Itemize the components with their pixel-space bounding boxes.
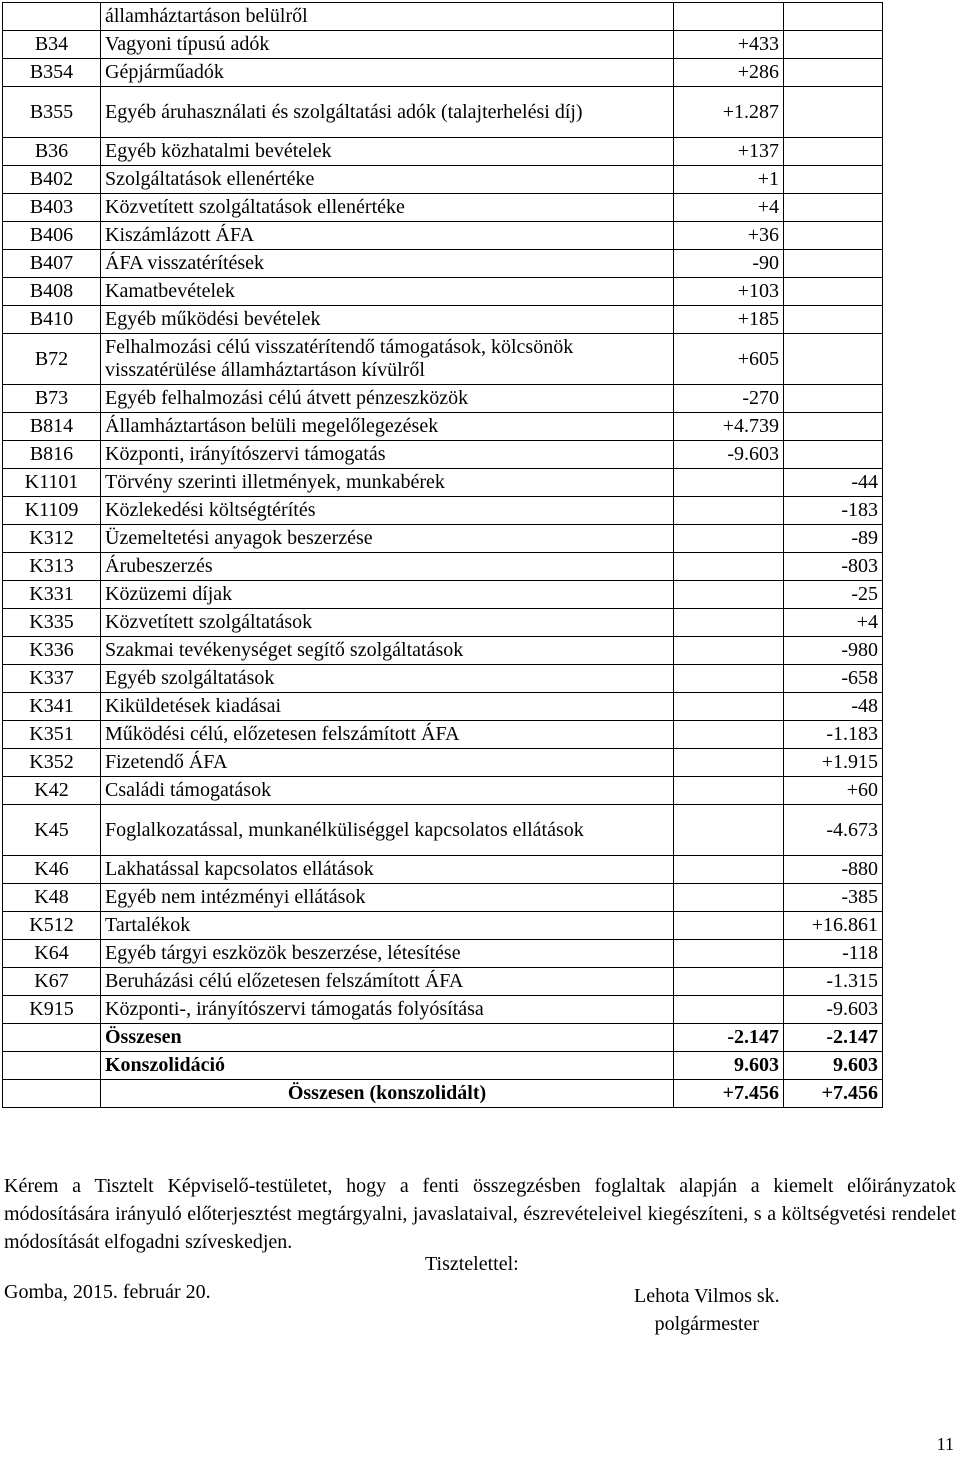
table-row — [3, 306, 883, 334]
row-label: Fizetendő ÁFA — [101, 749, 674, 777]
row-code: K1101 — [3, 469, 101, 497]
row-value-2 — [784, 3, 883, 31]
row-label: Kamatbevételek — [101, 278, 674, 306]
row-value-2: +60 — [784, 777, 883, 805]
row-code: B408 — [3, 278, 101, 306]
budget-table — [2, 2, 883, 1108]
row-code: K351 — [3, 721, 101, 749]
row-value-1 — [674, 469, 784, 497]
table-row — [3, 581, 883, 609]
row-label: Kiküldetések kiadásai — [101, 693, 674, 721]
row-value-1 — [674, 553, 784, 581]
total-label: Konszolidáció — [101, 1052, 674, 1080]
row-value-1 — [674, 968, 784, 996]
row-value-2: -118 — [784, 940, 883, 968]
table-row — [3, 250, 883, 278]
row-value-1 — [674, 609, 784, 637]
row-value-1 — [674, 693, 784, 721]
table-row — [3, 525, 883, 553]
table-row — [3, 912, 883, 940]
row-value-2 — [784, 334, 883, 385]
row-label: Egyéb közhatalmi bevételek — [101, 138, 674, 166]
row-value-2: +1.915 — [784, 749, 883, 777]
row-value-1 — [674, 805, 784, 856]
row-code: B355 — [3, 87, 101, 138]
row-value-2 — [784, 250, 883, 278]
row-value-2: -1.315 — [784, 968, 883, 996]
budget-table-body — [3, 3, 883, 1108]
row-value-1 — [674, 525, 784, 553]
table-row — [3, 856, 883, 884]
row-code: K312 — [3, 525, 101, 553]
table-row — [3, 166, 883, 194]
total-value-1: 9.603 — [674, 1052, 784, 1080]
table-row — [3, 3, 883, 31]
row-label: Szolgáltatások ellenértéke — [101, 166, 674, 194]
table-row — [3, 334, 883, 385]
table-row — [3, 805, 883, 856]
table-row — [3, 968, 883, 996]
row-label: ÁFA visszatérítések — [101, 250, 674, 278]
row-label: Árubeszerzés — [101, 553, 674, 581]
row-value-1: +137 — [674, 138, 784, 166]
row-label: Központi, irányítószervi támogatás — [101, 441, 674, 469]
table-row — [3, 721, 883, 749]
row-label: Egyéb áruhasználati és szolgáltatási adók (talajterhelési díj) — [101, 87, 674, 138]
row-code: B407 — [3, 250, 101, 278]
signer-name: Lehota Vilmos sk. — [634, 1285, 780, 1307]
row-code: K915 — [3, 996, 101, 1024]
table-row — [3, 59, 883, 87]
row-value-1: +185 — [674, 306, 784, 334]
row-code: K313 — [3, 553, 101, 581]
row-value-2 — [784, 413, 883, 441]
row-code: K45 — [3, 805, 101, 856]
row-label: Közvetített szolgáltatások — [101, 609, 674, 637]
row-label: Államháztartáson belüli megelőlegezések — [101, 413, 674, 441]
row-value-1 — [674, 749, 784, 777]
total-value-1: +7.456 — [674, 1080, 784, 1108]
row-label: Közüzemi díjak — [101, 581, 674, 609]
row-code: B36 — [3, 138, 101, 166]
row-value-2: -385 — [784, 884, 883, 912]
row-value-2 — [784, 441, 883, 469]
row-value-2: -980 — [784, 637, 883, 665]
row-value-1 — [674, 3, 784, 31]
row-value-2 — [784, 278, 883, 306]
row-label: Közlekedési költségtérítés — [101, 497, 674, 525]
table-row — [3, 553, 883, 581]
total-row — [3, 1080, 883, 1108]
row-value-2: +4 — [784, 609, 883, 637]
row-code: K341 — [3, 693, 101, 721]
table-row — [3, 637, 883, 665]
table-row — [3, 87, 883, 138]
row-label: Üzemeltetési anyagok beszerzése — [101, 525, 674, 553]
table-row — [3, 413, 883, 441]
row-value-2: -658 — [784, 665, 883, 693]
row-value-2 — [784, 166, 883, 194]
row-value-1: -90 — [674, 250, 784, 278]
row-value-2 — [784, 194, 883, 222]
row-code: B814 — [3, 413, 101, 441]
row-value-1 — [674, 996, 784, 1024]
table-row — [3, 749, 883, 777]
row-value-1: +36 — [674, 222, 784, 250]
row-value-2: -183 — [784, 497, 883, 525]
row-value-1 — [674, 665, 784, 693]
table-row — [3, 497, 883, 525]
row-label: Törvény szerinti illetmények, munkabérek — [101, 469, 674, 497]
row-code: B72 — [3, 334, 101, 385]
row-code: B403 — [3, 194, 101, 222]
row-label: államháztartáson belülről — [101, 3, 674, 31]
row-value-2 — [784, 59, 883, 87]
row-label: Lakhatással kapcsolatos ellátások — [101, 856, 674, 884]
row-label: Egyéb felhalmozási célú átvett pénzeszközök — [101, 385, 674, 413]
row-code: B816 — [3, 441, 101, 469]
row-value-2 — [784, 31, 883, 59]
row-value-1: +605 — [674, 334, 784, 385]
row-value-1: +1.287 — [674, 87, 784, 138]
row-value-1: +4.739 — [674, 413, 784, 441]
row-value-2 — [784, 87, 883, 138]
row-code: K64 — [3, 940, 101, 968]
row-code: K352 — [3, 749, 101, 777]
row-value-2: -4.673 — [784, 805, 883, 856]
row-code: K337 — [3, 665, 101, 693]
row-value-2: -48 — [784, 693, 883, 721]
table-row — [3, 138, 883, 166]
signature-block — [634, 1282, 780, 1338]
row-value-1 — [674, 497, 784, 525]
total-value-2: 9.603 — [784, 1052, 883, 1080]
row-value-1 — [674, 581, 784, 609]
row-value-2: -9.603 — [784, 996, 883, 1024]
row-label: Beruházási célú előzetesen felszámított ÁFA — [101, 968, 674, 996]
row-label: Egyéb működési bevételek — [101, 306, 674, 334]
row-value-2: -89 — [784, 525, 883, 553]
row-value-1: +286 — [674, 59, 784, 87]
row-label: Egyéb szolgáltatások — [101, 665, 674, 693]
row-code: K46 — [3, 856, 101, 884]
row-value-2: -1.183 — [784, 721, 883, 749]
total-value-2: +7.456 — [784, 1080, 883, 1108]
page-number: 11 — [936, 1434, 954, 1454]
row-label: Közvetített szolgáltatások ellenértéke — [101, 194, 674, 222]
row-code: K335 — [3, 609, 101, 637]
row-value-2 — [784, 222, 883, 250]
row-value-1: +1 — [674, 166, 784, 194]
row-value-2 — [784, 306, 883, 334]
row-label: Egyéb tárgyi eszközök beszerzése, létesítése — [101, 940, 674, 968]
table-row — [3, 469, 883, 497]
row-value-2 — [784, 138, 883, 166]
row-value-1: +4 — [674, 194, 784, 222]
row-code: K336 — [3, 637, 101, 665]
row-code — [3, 3, 101, 31]
table-row — [3, 777, 883, 805]
row-code: B402 — [3, 166, 101, 194]
total-blank-cell — [3, 1080, 101, 1108]
row-label: Gépjárműadók — [101, 59, 674, 87]
total-blank-cell — [3, 1052, 101, 1080]
total-value-1: -2.147 — [674, 1024, 784, 1052]
row-value-1 — [674, 884, 784, 912]
row-value-1: +103 — [674, 278, 784, 306]
row-code: K67 — [3, 968, 101, 996]
row-label: Tartalékok — [101, 912, 674, 940]
total-row — [3, 1024, 883, 1052]
row-value-1 — [674, 721, 784, 749]
table-row — [3, 385, 883, 413]
total-blank-cell — [3, 1024, 101, 1052]
signer-title: polgármester — [654, 1313, 760, 1335]
row-value-1 — [674, 912, 784, 940]
greeting: Tisztelettel: — [425, 1253, 519, 1275]
row-label: Kiszámlázott ÁFA — [101, 222, 674, 250]
row-value-2: -25 — [784, 581, 883, 609]
row-code: K331 — [3, 581, 101, 609]
row-label: Egyéb nem intézményi ellátások — [101, 884, 674, 912]
row-code: B73 — [3, 385, 101, 413]
table-row — [3, 665, 883, 693]
table-row — [3, 278, 883, 306]
row-value-1: -9.603 — [674, 441, 784, 469]
table-row — [3, 194, 883, 222]
row-code: K512 — [3, 912, 101, 940]
row-value-2: -880 — [784, 856, 883, 884]
row-code: B410 — [3, 306, 101, 334]
row-value-1: +433 — [674, 31, 784, 59]
row-label: Vagyoni típusú adók — [101, 31, 674, 59]
table-row — [3, 996, 883, 1024]
total-label: Összesen (konszolidált) — [101, 1080, 674, 1108]
row-code: K1109 — [3, 497, 101, 525]
row-label: Felhalmozási célú visszatérítendő támogatások, kölcsönök visszatérülése államháztartáson kívülről — [101, 334, 674, 385]
table-row — [3, 693, 883, 721]
total-value-2: -2.147 — [784, 1024, 883, 1052]
row-label: Szakmai tevékenységet segítő szolgáltatások — [101, 637, 674, 665]
row-value-1 — [674, 777, 784, 805]
request-paragraph: Kérem a Tisztelt Képviselő-testületet, hogy a fenti összegzésben foglaltak alapján a kiemelt előirányzatok módosítására irányuló előterjesztést megtárgyalni, javaslataival, észrevételeivel kiegészíteni, s a költségvetési rendelet módosítását elfogadni szíveskedjen. — [4, 1175, 956, 1253]
row-value-2 — [784, 385, 883, 413]
row-code: B34 — [3, 31, 101, 59]
row-label: Családi támogatások — [101, 777, 674, 805]
table-row — [3, 609, 883, 637]
total-row — [3, 1052, 883, 1080]
table-row — [3, 441, 883, 469]
row-label: Központi-, irányítószervi támogatás folyósítása — [101, 996, 674, 1024]
row-value-2: -803 — [784, 553, 883, 581]
table-row — [3, 940, 883, 968]
table-row — [3, 31, 883, 59]
row-code: B406 — [3, 222, 101, 250]
table-row — [3, 884, 883, 912]
row-value-2: +16.861 — [784, 912, 883, 940]
row-label: Foglalkozatással, munkanélküliséggel kapcsolatos ellátások — [101, 805, 674, 856]
row-code: K42 — [3, 777, 101, 805]
row-value-2: -44 — [784, 469, 883, 497]
row-value-1 — [674, 940, 784, 968]
place-date: Gomba, 2015. február 20. — [4, 1281, 211, 1303]
row-code: K48 — [3, 884, 101, 912]
row-label: Működési célú, előzetesen felszámított ÁFA — [101, 721, 674, 749]
row-value-1 — [674, 637, 784, 665]
row-value-1 — [674, 856, 784, 884]
table-row — [3, 222, 883, 250]
row-value-1: -270 — [674, 385, 784, 413]
total-label: Összesen — [101, 1024, 674, 1052]
row-code: B354 — [3, 59, 101, 87]
